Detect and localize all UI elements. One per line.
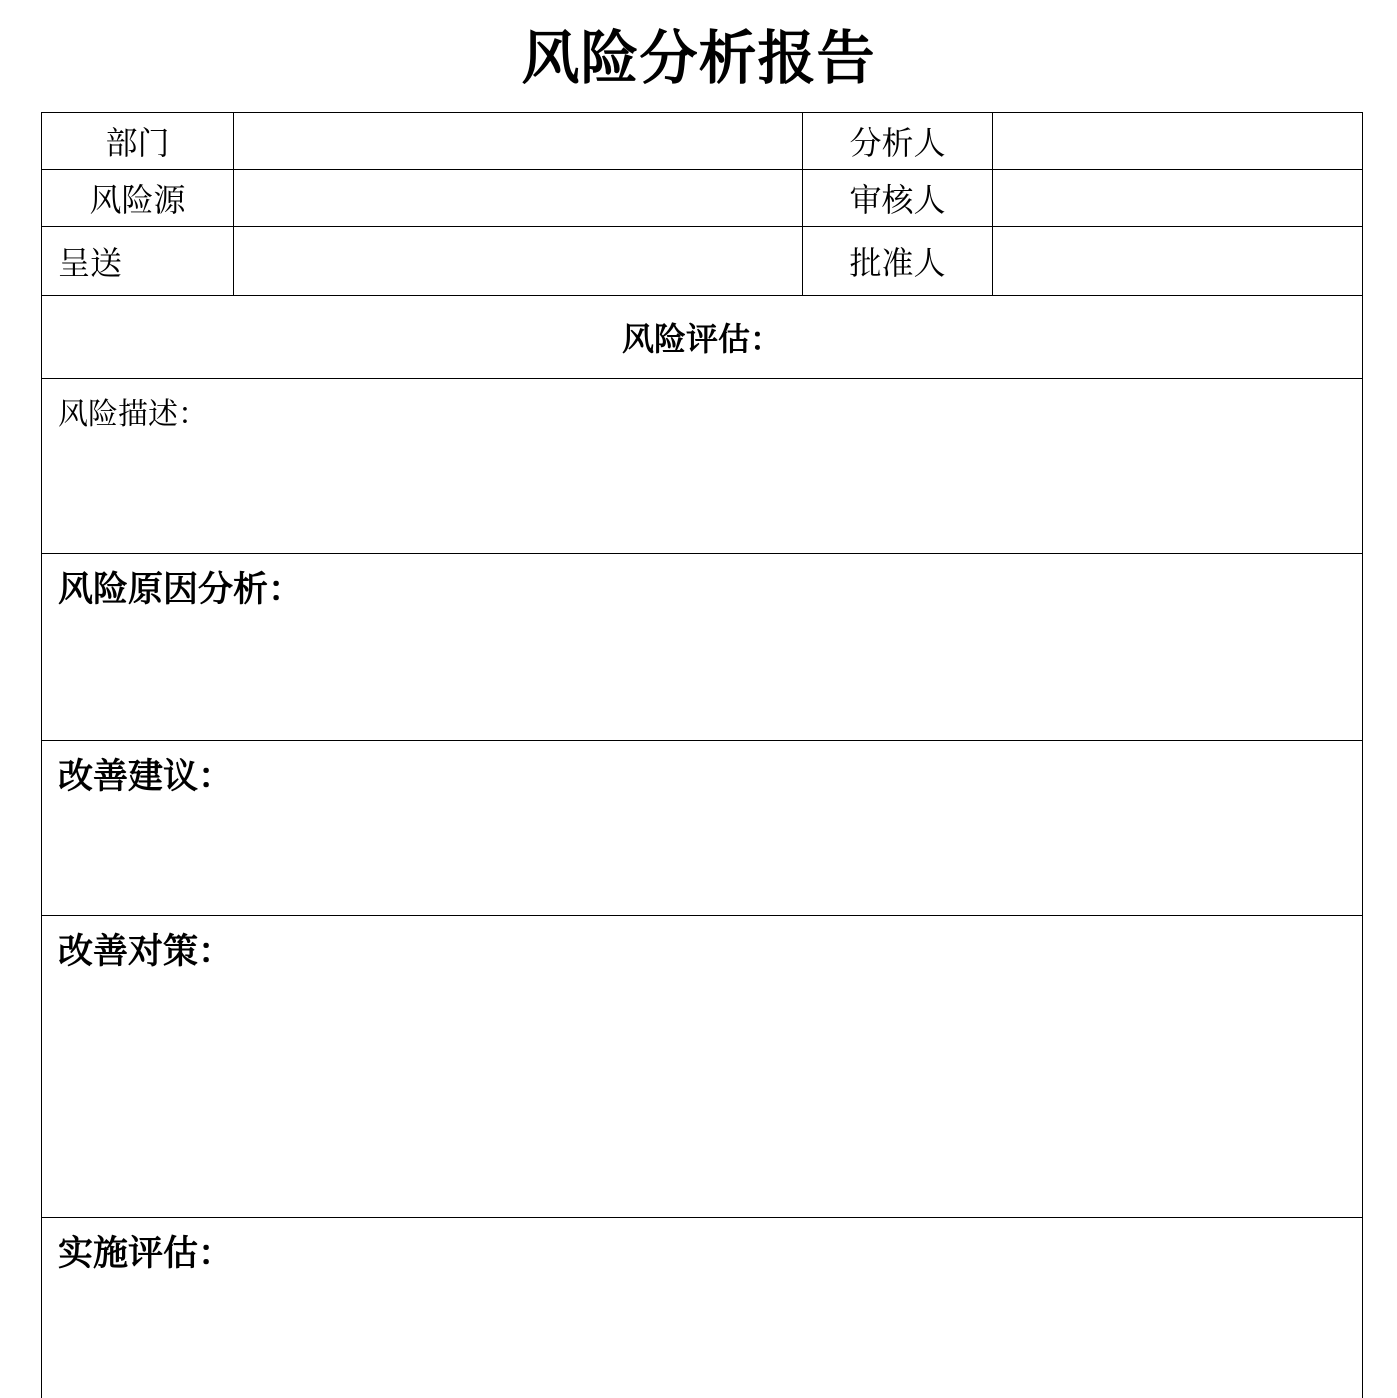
suggestions-row	[42, 741, 1363, 916]
suggestions-label: 改善建议：	[58, 756, 234, 797]
risk-assessment-header: 风险评估：	[42, 296, 1363, 379]
department-field[interactable]	[234, 113, 803, 170]
implementation-eval-label: 实施评估：	[58, 1233, 234, 1274]
implementation-eval-field[interactable]	[42, 1218, 1363, 1398]
risk-source-field[interactable]	[234, 170, 803, 227]
risk-report-form	[41, 112, 1363, 1398]
countermeasures-row	[42, 916, 1363, 1218]
cause-analysis-field[interactable]	[42, 554, 1363, 741]
page-title: 风险分析报告	[521, 24, 876, 92]
risk-description-row	[42, 379, 1363, 554]
implementation-eval-row	[42, 1218, 1363, 1398]
approver-label: 批准人	[803, 227, 993, 296]
reviewer-field[interactable]	[993, 170, 1363, 227]
countermeasures-label: 改善对策：	[58, 931, 234, 972]
cause-analysis-label: 风险原因分析：	[58, 569, 304, 610]
info-row-risk-source	[42, 170, 1363, 227]
analyst-label: 分析人	[803, 113, 993, 170]
department-label: 部门	[42, 113, 234, 170]
info-row-submit	[42, 227, 1363, 296]
reviewer-label: 审核人	[803, 170, 993, 227]
risk-assessment-header-row	[42, 296, 1363, 379]
approver-field[interactable]	[993, 227, 1363, 296]
countermeasures-field[interactable]	[42, 916, 1363, 1218]
suggestions-field[interactable]	[42, 741, 1363, 916]
analyst-field[interactable]	[993, 113, 1363, 170]
risk-description-field[interactable]	[42, 379, 1363, 554]
risk-source-label: 风险源	[42, 170, 234, 227]
risk-description-label: 风险描述：	[58, 397, 208, 432]
info-row-department	[42, 113, 1363, 170]
submit-to-label: 呈送	[42, 227, 234, 296]
submit-to-field[interactable]	[234, 227, 803, 296]
cause-analysis-row	[42, 554, 1363, 741]
